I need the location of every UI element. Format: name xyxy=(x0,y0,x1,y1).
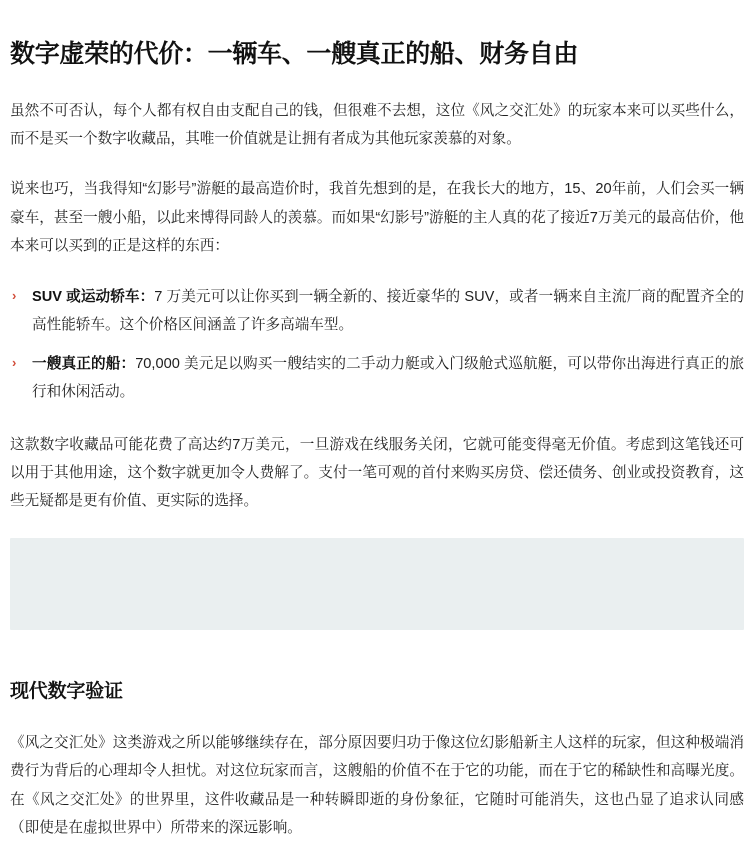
list-item-lead: SUV 或运动轿车： xyxy=(32,288,155,305)
list-item-text: 7 万美元可以让你买到一辆全新的、接近豪华的 SUV，或者一辆来自主流厂商的配置齐全的高性能轿车。这个价格区间涵盖了许多高端车型。 xyxy=(32,288,744,334)
list-item-lead: 一艘真正的船： xyxy=(32,355,136,372)
paragraph-section-body: 《风之交汇处》这类游戏之所以能够继续存在，部分原因要归功于像这位幻影船新主人这样的玩家，但这种极端消费行为背后的心理却令人担忧。对这位玩家而言，这艘船的价值不在于它的功能，而在于它的稀缺性和高曝光度。在《风之交汇处》的世界里，这件收藏品是一种转瞬即逝的身份象征，它随时可能消失，这也凸显了追求认同感（即使是在虚拟世界中）所带来的深远影响。 xyxy=(10,734,744,837)
paragraph-summary: 这款数字收藏品可能花费了高达约7万美元，一旦游戏在线服务关闭，它就可能变得毫无价值。考虑到这笔钱还可以用于其他用途，这个数字就更加令人费解了。支付一笔可观的首付来购买房贷、偿还债务、创业或投资教育，这些无疑都是更有价值、更实际的选择。 xyxy=(10,436,744,510)
embedded-media-placeholder xyxy=(10,538,744,630)
list-item xyxy=(10,283,744,340)
list-item-text: 70,000 美元足以购买一艘结实的二手动力艇或入门级舱式巡航艇，可以带你出海进行真正的旅行和休闲活动。 xyxy=(32,355,744,401)
paragraph-context: 说来也巧，当我得知“幻影号”游艇的最高造价时，我首先想到的是，在我长大的地方，15、20年前，人们会买一辆豪车，甚至一艘小船，以此来博得同龄人的羡慕。而如果“幻影号”游艇的主人真的花了接近7万美元的最高估价，他本来可以买到的正是这样的东西： xyxy=(10,181,744,255)
paragraph-intro: 虽然不可否认，每个人都有权自由支配自己的钱，但很难不去想，这位《风之交汇处》的玩家本来可以买些什么，而不是买一个数字收藏品，其唯一价值就是让拥有者成为其他玩家羡慕的对象。 xyxy=(10,102,744,147)
chevron-right-icon: › xyxy=(12,354,17,370)
chevron-right-icon: › xyxy=(12,287,17,303)
section-heading: 现代数字验证 xyxy=(10,680,123,702)
alternatives-list xyxy=(10,283,744,407)
page-title: 数字虚荣的代价：一辆车、一艘真正的船、财务自由 xyxy=(10,40,579,68)
list-item xyxy=(10,350,744,407)
